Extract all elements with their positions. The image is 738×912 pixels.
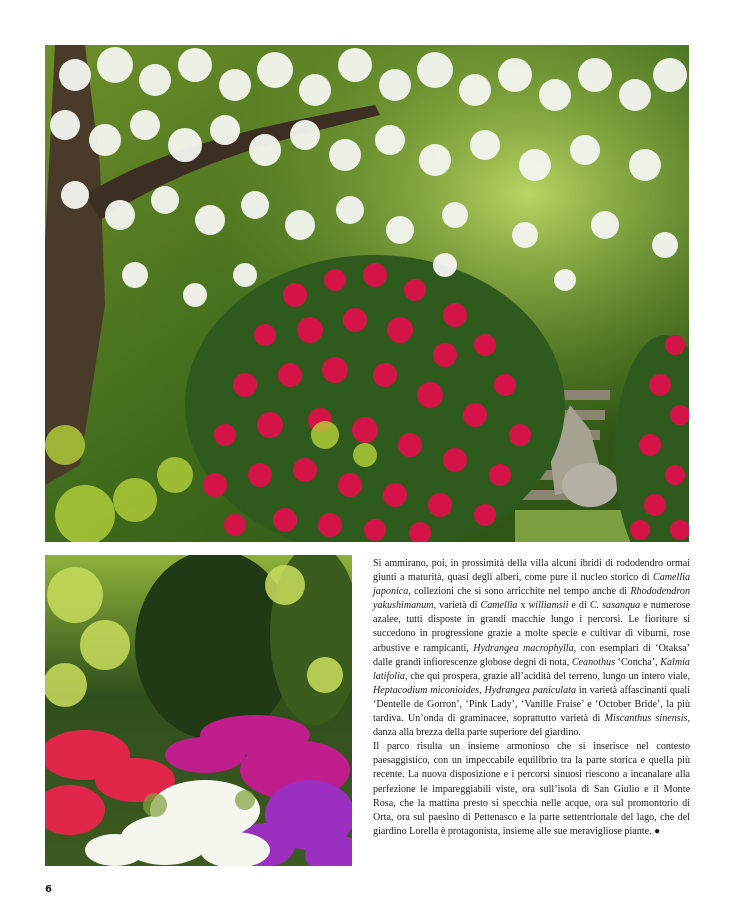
paragraph-run: , collezioni che si sono arricchite nel tempo anche di	[408, 586, 631, 598]
paragraph-run: ,	[479, 684, 485, 696]
end-of-article-mark: ●	[654, 825, 661, 837]
paragraph-run: ‘Concha’,	[615, 656, 661, 668]
italic-plant-name: Rhododendron yakushimanum	[373, 586, 690, 612]
paragraph-run: , con esemplari di ‘Otaksa’ dalle grandi infiorescenze globose degni di nota,	[373, 642, 691, 668]
italic-plant-name: williamsii	[528, 600, 569, 612]
italic-plant-name: Miscanthus sinensis	[604, 713, 688, 725]
article-paragraph-2	[373, 740, 690, 839]
paragraph-run: , varietà di	[433, 600, 481, 612]
paragraph-run: x	[517, 600, 529, 612]
paragraph-run: , che qui prospera, grazie all’acidità del terreno, lungo un intero viale,	[404, 670, 690, 682]
italic-plant-name: Camellia japonica	[373, 572, 690, 598]
italic-plant-name: Kalmia latifolia	[373, 656, 690, 682]
article-text	[373, 557, 690, 839]
article-paragraph-1	[373, 557, 690, 740]
paragraph-run: in varietà affascinanti quali ‘Dentelle de Gorron’, ‘Pink Lady’, ‘Vanille Fraise’ e ‘October Bride’, la più tardiva. Un’onda di graminacee, soprattutto varietà di	[373, 684, 691, 725]
italic-plant-name: Heptacodium miconioides	[373, 684, 480, 696]
page-number: 6	[45, 884, 52, 895]
garden-photo-rhododendron	[45, 45, 689, 542]
garden-photo-icon	[45, 45, 689, 542]
italic-plant-name: Hydrangea paniculata	[484, 684, 577, 696]
italic-plant-name: Ceanothus	[571, 656, 616, 668]
italic-plant-name: Hydrangea macrophylla	[473, 642, 574, 654]
italic-plant-name: C. sasanqua	[589, 600, 641, 612]
italic-plant-name: Camellia	[480, 600, 518, 612]
article-paragraph-2-text: Il parco risulta un insieme armonioso che si inserisce nel contesto paesaggistico, con un impeccabile equilibrio tra la parte storica e quella più recente. La nuova disposizione e i percorsi sinuosi riescono a incanalare alla perfezione le impareggiabili viste, ora sull’isola di San Giulio e il Monte Rosa, che la mattina presto si specchia nelle acque, ora sul promontorio di Orta, ora sul paesino di Pettenasco e la parte settentrionale del lago, che del giardino Lorella è protagonista, insieme alle sue meravigliose piante.	[373, 741, 690, 837]
paragraph-run: Si ammirano, poi, in prossimità della villa alcuni ibridi di rododendro ormai giunti a maturità, quasi degli alberi, come pure il nucleo storico di	[373, 558, 690, 584]
azalea-photo-icon	[45, 555, 352, 866]
paragraph-run: e di	[568, 600, 590, 612]
garden-photo-azaleas	[45, 555, 352, 866]
paragraph-run: e numerose azalee, tutti disposte in grandi macchie lungo i percorsi. Le fioriture si succedono in progressione grazie a molte specie e cultivar di viburni, rose arbustive e rampicanti,	[373, 600, 691, 654]
paragraph-run: , danza alla brezza della parte superiore del giardino.	[373, 713, 691, 739]
